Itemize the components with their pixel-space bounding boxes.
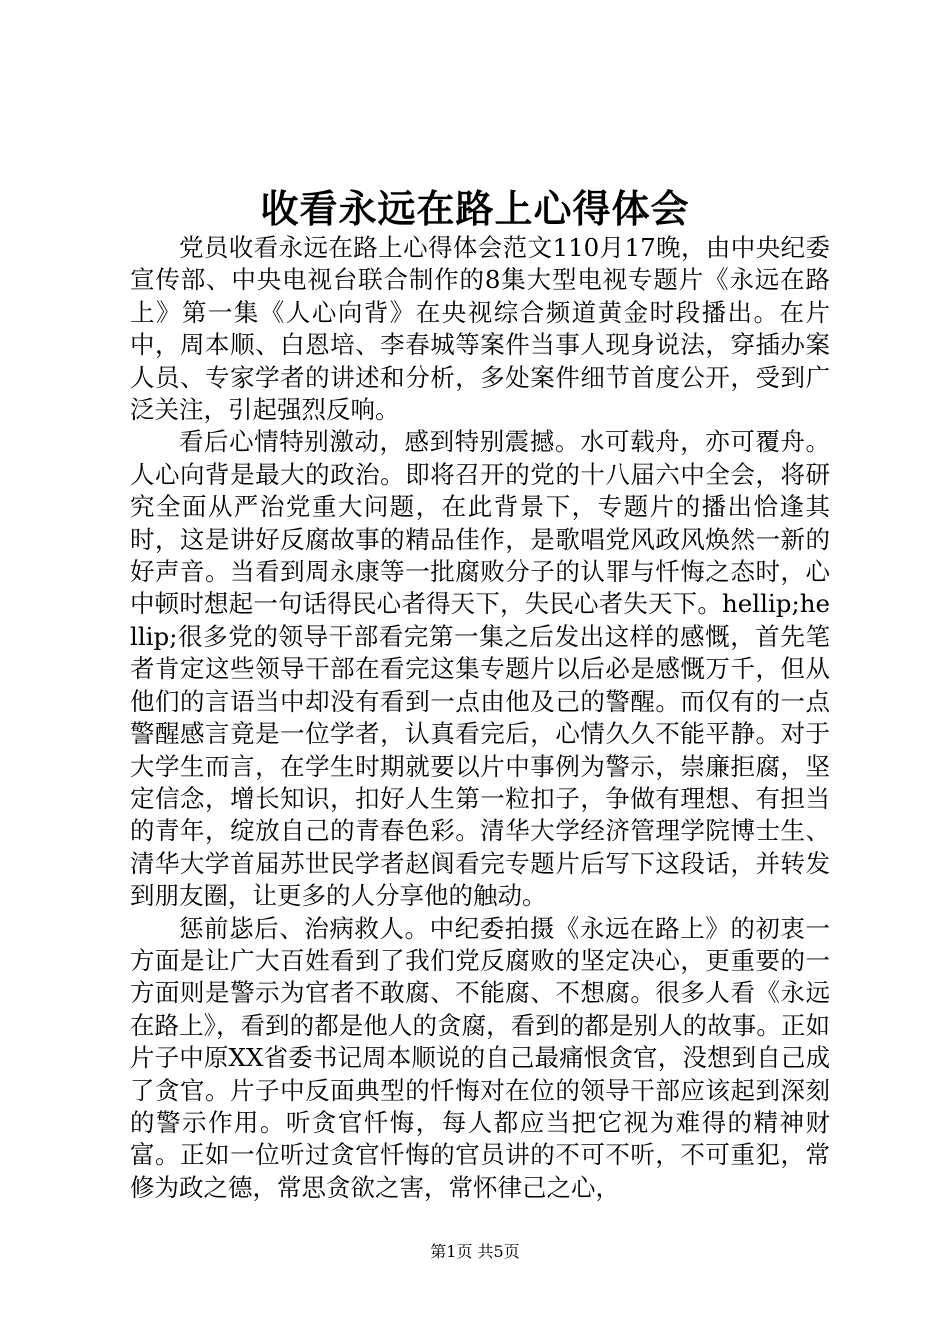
paragraph-2: 看后心情特别激动，感到特别震撼。水可载舟，亦可覆舟。人心向背是最大的政治。即将召开的党的十八届六中全会，将研究全面从严治党重大问题，在此背景下，专题片的播出恰逢其时，这是讲好反腐故事的精品佳作，是歌唱党风政风焕然一新的好声音。当看到周永康等一批腐败分子的认罪与忏悔之态时，心中顿时想起一句话得民心者得天下，失民心者失天下。hellip;hellip;很多党的领导干部看完第一集之后发出这样的感慨，首先笔者肯定这些领导干部在看完这集专题片以后必是感慨万千，但从他们的言语当中却没有看到一点由他及己的警醒。而仅有的一点警醒感言竟是一位学者，认真看完后，心情久久不能平静。对于大学生而言，在学生时期就要以片中事例为警示，崇廉拒腐，坚定信念，增长知识，扣好人生第一粒扣子，争做有理想、有担当的青年，绽放自己的青春色彩。清华大学经济管理学院博士生、清华大学首届苏世民学者赵阆看完专题片后写下这段话，并转发到朋友圈，让更多的人分享他的触动。 <box>130 427 830 911</box>
page-title: 收看永远在路上心得体会 <box>260 186 690 231</box>
page-number-footer: 第1页 共5页 <box>430 1242 520 1261</box>
paragraph-3: 惩前毖后、治病救人。中纪委拍摄《永远在路上》的初衷一方面是让广大百姓看到了我们党反腐败的坚定决心，更重要的一方面则是警示为官者不敢腐、不能腐、不想腐。很多人看《永远在路上》，看到的都是他人的贪腐，看到的都是别人的故事。正如片子中原XX省委书记周本顺说的自己最痛恨贪官，没想到自己成了贪官。片子中反面典型的忏悔对在位的领导干部应该起到深刻的警示作用。听贪官忏悔，每人都应当把它视为难得的精神财富。正如一位听过贪官忏悔的官员讲的不可不听，不可重犯，常修为政之德，常思贪欲之害，常怀律己之心， <box>130 913 830 1202</box>
document-body <box>130 232 830 1204</box>
paragraph-1: 党员收看永远在路上心得体会范文110月17晚，由中央纪委宣传部、中央电视台联合制作的8集大型电视专题片《永远在路上》第一集《人心向背》在央视综合频道黄金时段播出。在片中，周本顺、白恩培、李春城等案件当事人现身说法，穿插办案人员、专家学者的讲述和分析，多处案件细节首度公开，受到广泛关注，引起强烈反响。 <box>130 233 830 425</box>
